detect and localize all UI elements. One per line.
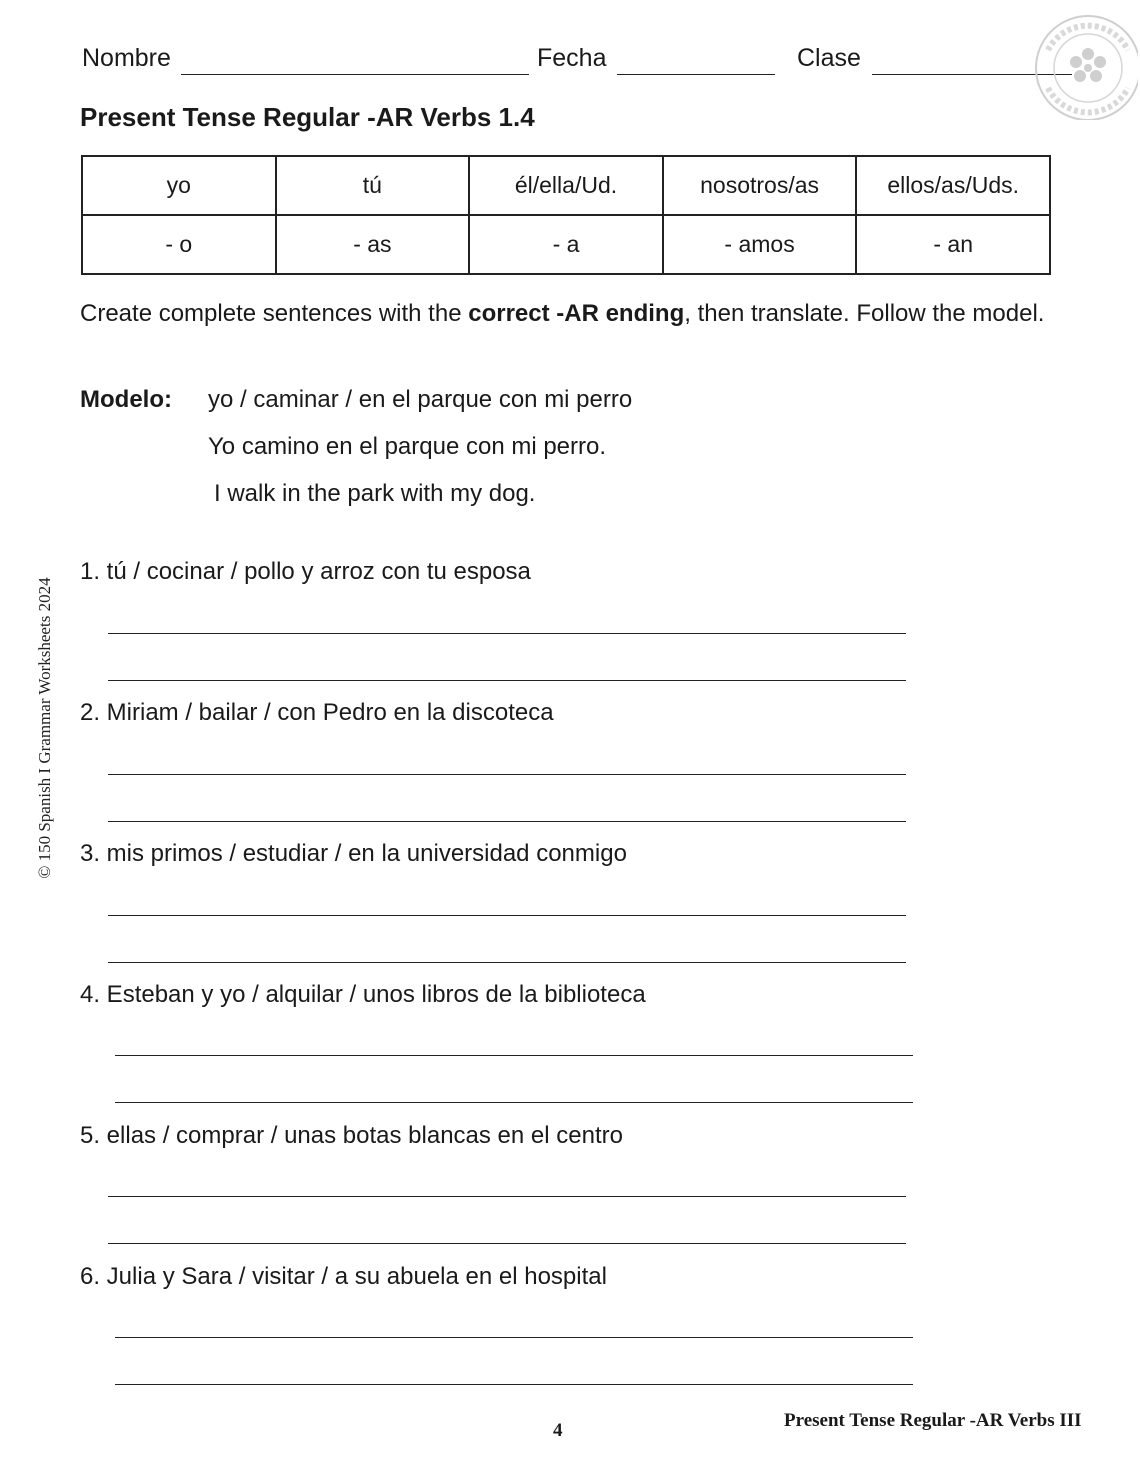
answer-line[interactable] (115, 1102, 913, 1103)
copyright-side-text: © 150 Spanish I Grammar Worksheets 2024 (35, 577, 54, 879)
instructions (80, 290, 1070, 337)
instructions-text-end: , then translate. Follow the model. (684, 300, 1045, 327)
answer-line[interactable] (108, 680, 906, 681)
answer-line[interactable] (108, 821, 906, 822)
answer-line[interactable] (108, 633, 906, 634)
exercise-item-1: 1. tú / cocinar / pollo y arroz con tu esposa (80, 558, 531, 585)
modelo-spanish: Yo camino en el parque con mi perro. (208, 433, 607, 460)
exercise-item-4: 4. Esteban y yo / alquilar / unos libros de la biblioteca (80, 981, 646, 1008)
modelo-prompt: yo / caminar / en el parque con mi perro (208, 386, 633, 413)
ending-cell: - as (276, 215, 470, 274)
exercise-item-3: 3. mis primos / estudiar / en la universidad conmigo (80, 840, 627, 867)
answer-line[interactable] (115, 1384, 913, 1385)
nombre-field[interactable] (181, 74, 529, 75)
page-number: 4 (553, 1420, 563, 1441)
answer-line[interactable] (108, 962, 906, 963)
pronoun-cell: él/ella/Ud. (469, 156, 663, 215)
footer-title: Present Tense Regular -AR Verbs III (784, 1410, 1082, 1431)
pronoun-row (82, 156, 1050, 215)
worksheet-stamp-logo (1018, 10, 1138, 120)
modelo-english: I walk in the park with my dog. (214, 480, 536, 507)
answer-line[interactable] (115, 1337, 913, 1338)
answer-line[interactable] (108, 915, 906, 916)
ending-cell: - a (469, 215, 663, 274)
pronoun-cell: tú (276, 156, 470, 215)
ending-row (82, 215, 1050, 274)
instructions-text: Create complete sentences with the (80, 300, 469, 327)
exercise-item-2: 2. Miriam / bailar / con Pedro en la discoteca (80, 699, 554, 726)
answer-line[interactable] (108, 1196, 906, 1197)
ending-cell: - an (856, 215, 1050, 274)
pronoun-cell: ellos/as/Uds. (856, 156, 1050, 215)
answer-line[interactable] (115, 1055, 913, 1056)
fecha-field[interactable] (617, 74, 775, 75)
exercise-item-5: 5. ellas / comprar / unas botas blancas en el centro (80, 1122, 623, 1149)
answer-line[interactable] (108, 774, 906, 775)
fecha-label: Fecha (537, 44, 607, 72)
worksheet-title: Present Tense Regular -AR Verbs 1.4 (80, 102, 535, 132)
nombre-label: Nombre (82, 44, 171, 72)
clase-label: Clase (797, 44, 861, 72)
instructions-bold: correct -AR ending (468, 300, 685, 327)
ending-cell: - amos (663, 215, 857, 274)
modelo-label: Modelo: (80, 386, 172, 413)
pronoun-cell: nosotros/as (663, 156, 857, 215)
pronoun-cell: yo (82, 156, 276, 215)
answer-line[interactable] (108, 1243, 906, 1244)
endings-table (81, 155, 1051, 275)
exercise-item-6: 6. Julia y Sara / visitar / a su abuela en el hospital (80, 1263, 607, 1290)
ending-cell: - o (82, 215, 276, 274)
